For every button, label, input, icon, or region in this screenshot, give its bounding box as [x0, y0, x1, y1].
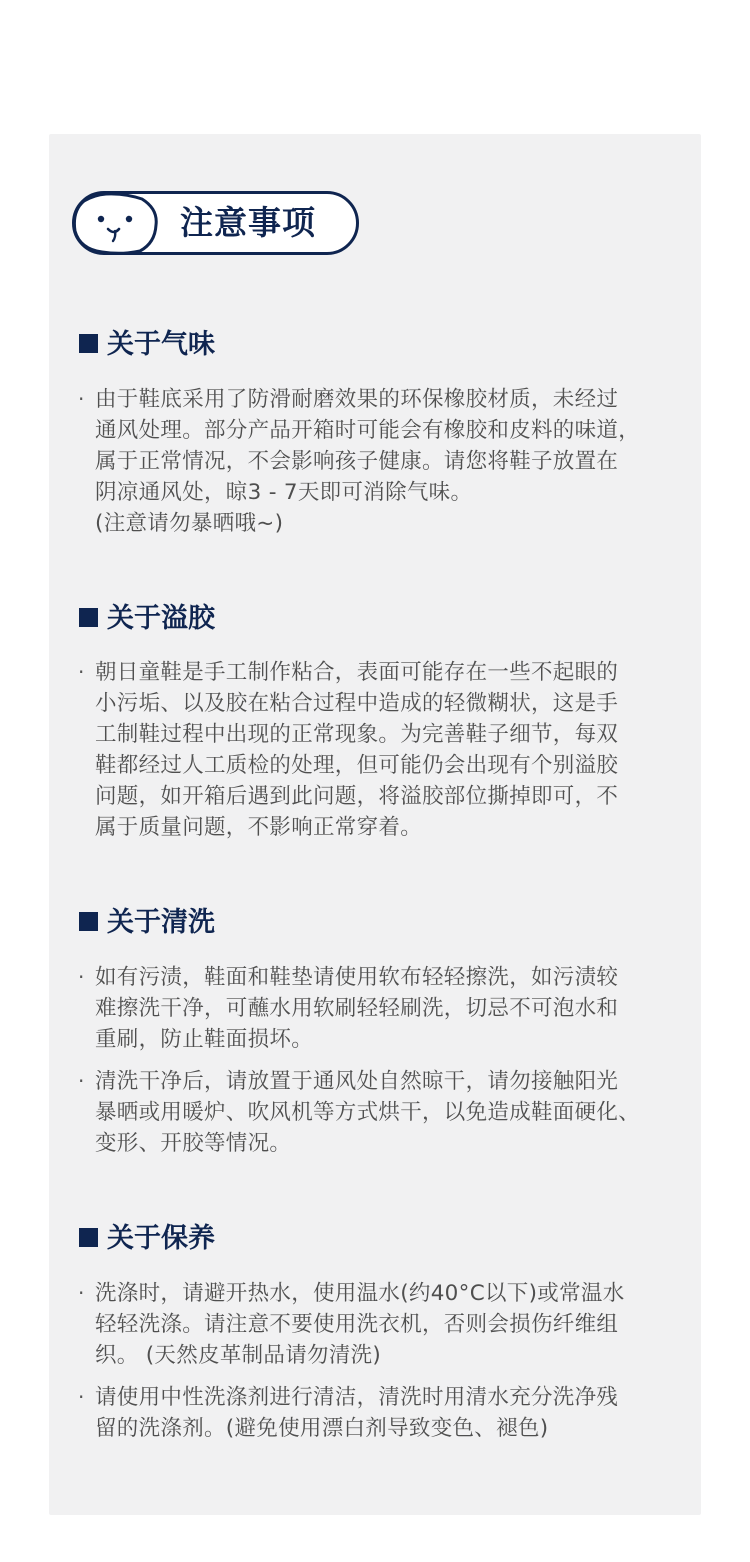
- bullet-marker: ·: [78, 660, 85, 684]
- paragraph-text: 朝日童鞋是手工制作粘合，表面可能存在一些不起眼的 小污垢、以及胶在粘合过程中造成的轻微糊状，这是手 工制鞋过程中出现的正常现象。为完善鞋子细节，每双 鞋都经过人工质检的处理，但可能仍会出现有个别溢胶 问题，如开箱后遇到此问题，将溢胶部位撕掉即可，不 属于质量问题，不影响正常穿着。: [95, 660, 619, 840]
- section-heading-odor: [79, 328, 215, 362]
- section-heading-glue: [79, 602, 215, 636]
- paragraph-text: 请使用中性洗涤剂进行清洁，清洗时用清水充分洗净残 留的洗涤剂。(避免使用漂白剂导致变色、褪色): [95, 1385, 619, 1441]
- section-heading-cleaning: [79, 906, 215, 940]
- paragraph-text: 清洗干净后，请放置于通风处自然晾干，请勿接触阳光 暴晒或用暖炉、吹风机等方式烘干，以免造成鞋面硬化、 变形、开胶等情况。: [95, 1069, 641, 1156]
- section-heading-label: 关于溢胶: [107, 603, 215, 634]
- list-item: [78, 657, 678, 843]
- paragraph-text: 如有污渍，鞋面和鞋垫请使用软布轻轻擦洗，如污渍较 难擦洗干净，可蘸水用软刷轻轻刷洗，切忌不可泡水和 重刷，防止鞋面损坏。: [95, 965, 619, 1052]
- section-heading-label: 关于清洗: [107, 907, 215, 938]
- paragraph-text: 洗涤时，请避开热水，使用温水(约40°C以下)或常温水 轻轻洗涤。请注意不要使用洗衣机，否则会损伤纤维组 织。 (天然皮革制品请勿清洗): [95, 1281, 625, 1368]
- list-item: [78, 384, 678, 539]
- list-item: [78, 1066, 678, 1159]
- section-heading-label: 关于保养: [107, 1223, 215, 1254]
- list-item: [78, 962, 678, 1055]
- paragraph-text: 由于鞋底采用了防滑耐磨效果的环保橡胶材质，未经过 通风处理。部分产品开箱时可能会有橡胶和皮料的味道， 属于正常情况，不会影响孩子健康。请您将鞋子放置在 阴凉通风处，晾3 - 7天即可消除气味。 (注意请勿暴晒哦~): [95, 387, 641, 536]
- section-heading-label: 关于气味: [107, 329, 215, 360]
- square-bullet-icon: [79, 608, 98, 627]
- bullet-marker: ·: [78, 1281, 85, 1305]
- bullet-marker: ·: [78, 387, 85, 411]
- bullet-marker: ·: [78, 965, 85, 989]
- square-bullet-icon: [79, 334, 98, 353]
- list-item: [78, 1278, 678, 1371]
- list-item: [78, 1382, 678, 1444]
- bullet-marker: ·: [78, 1385, 85, 1409]
- square-bullet-icon: [79, 912, 98, 931]
- page-title: 注意事项: [180, 203, 316, 242]
- section-heading-maintenance: [79, 1222, 215, 1256]
- square-bullet-icon: [79, 1228, 98, 1247]
- bullet-marker: ·: [78, 1069, 85, 1093]
- smiley-face-icon: [72, 191, 158, 255]
